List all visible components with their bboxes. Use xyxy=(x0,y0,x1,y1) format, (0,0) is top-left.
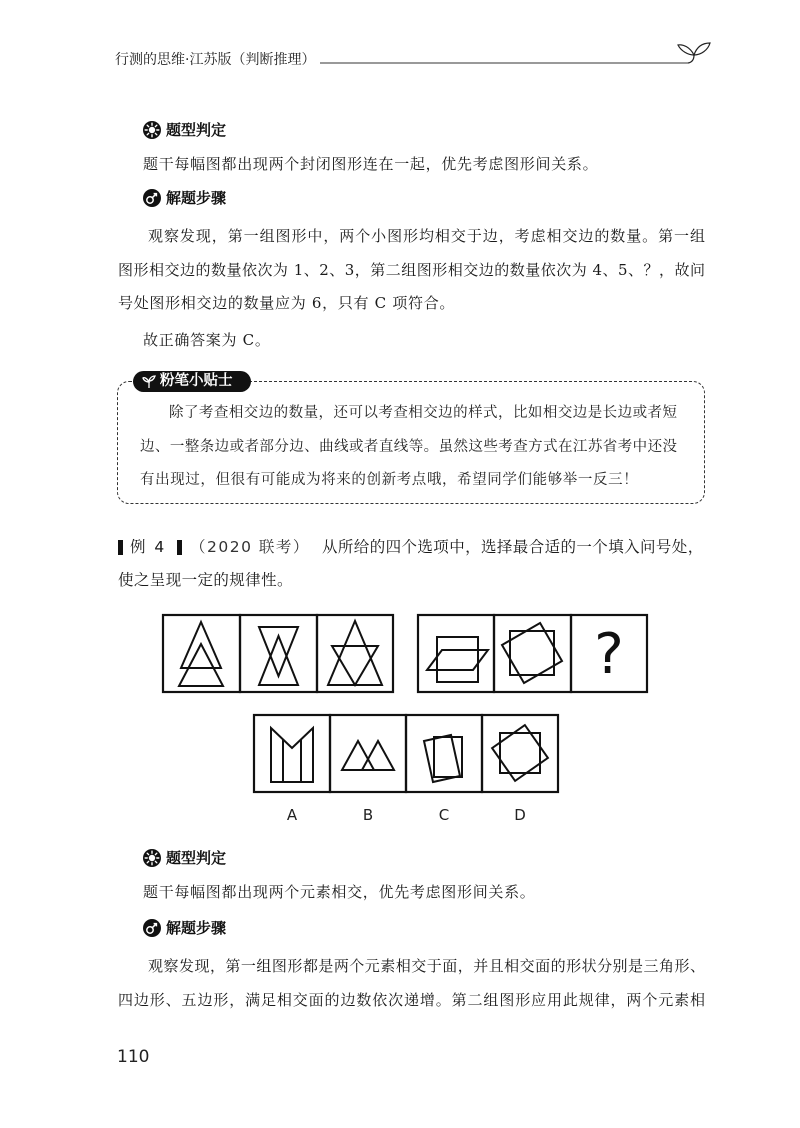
tip-label-text: 粉笔小贴士 xyxy=(160,373,233,389)
arrow-circle-icon xyxy=(143,919,161,937)
puzzle-figure xyxy=(150,605,660,830)
answer-text: 故正确答案为 C。 xyxy=(143,331,271,349)
example-question-line: 从所给的四个选项中，选择最合适的一个填入问号处， xyxy=(322,538,704,556)
option-label-b: B xyxy=(362,806,374,824)
steps-heading: 解题步骤 xyxy=(166,189,227,207)
figure-cell-3 xyxy=(317,615,393,692)
tip-label xyxy=(133,371,251,392)
running-header-decoration xyxy=(310,35,720,70)
example-bar-right xyxy=(177,540,182,555)
example-question-line: 使之呈现一定的规律性。 xyxy=(118,571,293,589)
steps-line: 观察发现，第一组图形中，两个小图形均相交于边，考虑相交边的数量。第一组 xyxy=(148,227,705,245)
type-text: 题干每幅图都出现两个元素相交，优先考虑图形间关系。 xyxy=(143,883,536,901)
sun-icon xyxy=(143,121,161,139)
option-label-d: D xyxy=(514,806,526,824)
figure-cell-4 xyxy=(418,615,494,692)
steps-line: 观察发现，第一组图形都是两个元素相交于面，并且相交面的形状分别是三角形、 xyxy=(148,957,705,975)
type-heading: 题型判定 xyxy=(166,849,227,867)
steps-heading: 解题步骤 xyxy=(166,919,227,937)
example-label: 例 4 xyxy=(130,538,167,556)
sprout-icon xyxy=(678,43,710,63)
sprout-icon xyxy=(142,374,156,389)
option-cell-a xyxy=(254,715,330,792)
cell4-rectangle xyxy=(437,637,478,682)
arrow-circle-icon xyxy=(143,189,161,207)
steps-line: 四边形、五边形，满足相交面的边数依次递增。第二组图形应用此规律，两个元素相 xyxy=(118,991,705,1009)
sun-icon xyxy=(143,849,161,867)
type-text: 题干每幅图都出现两个封闭图形连在一起，优先考虑图形间关系。 xyxy=(143,155,599,173)
example-bar-left xyxy=(118,540,123,555)
figure-cell-1 xyxy=(163,615,240,692)
option-c-rectangle xyxy=(434,737,462,777)
option-a-m-shape xyxy=(271,728,313,782)
type-heading: 题型判定 xyxy=(166,121,227,139)
page-number: 110 xyxy=(117,1047,150,1067)
running-header-title: 行测的思维·江苏版（判断推理） xyxy=(115,52,316,68)
tip-line: 边、一整条边或者部分边、曲线或者直线等。虽然这些考查方式在江苏省考中还没 xyxy=(140,439,677,455)
example-source: （2020 联考） xyxy=(190,538,310,556)
cell3-inverted-triangle xyxy=(332,646,378,685)
cell1-lower-triangle xyxy=(179,644,223,686)
option-label-a: A xyxy=(286,806,298,824)
steps-line: 图形相交边的数量依次为 1、2、3，第二组图形相交边的数量依次为 4、5、？，故问 xyxy=(118,261,705,279)
option-label-c: C xyxy=(438,806,450,824)
steps-line: 号处图形相交边的数量应为 6，只有 C 项符合。 xyxy=(118,294,456,312)
tip-line: 除了考查相交边的数量，还可以考查相交边的样式，比如相交边是长边或者短 xyxy=(169,405,677,421)
question-mark: ? xyxy=(594,622,624,687)
option-cell-b xyxy=(330,715,406,792)
option-c-tilted-rectangle xyxy=(424,735,460,782)
tip-line: 有出现过，但很有可能成为将来的创新考点哦，希望同学们能够举一反三！ xyxy=(140,472,639,488)
option-cell-d xyxy=(482,715,558,792)
